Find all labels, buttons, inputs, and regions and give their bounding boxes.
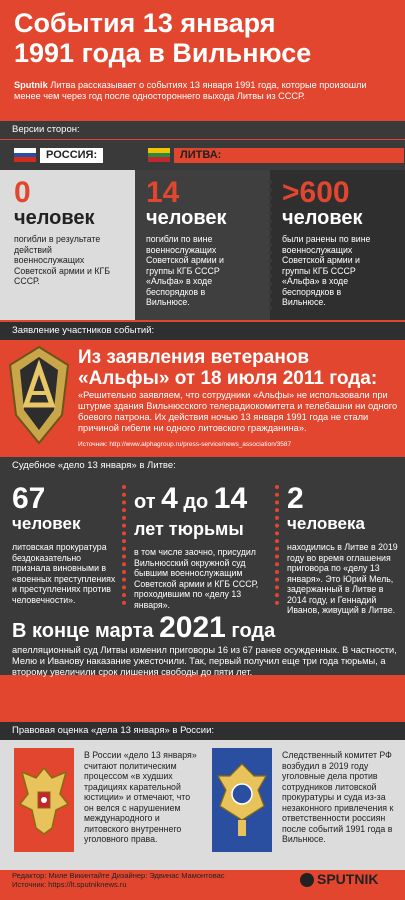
court-col-2: от 4 до 14 лет тюрьмы в том числе заочно, присудил Вильнюсский окружной суд бывшим военнослужащим Советской армии и КГБ СССР, проходившим по «делу 13 января». bbox=[134, 482, 259, 610]
court-col-1: 67 человек литовская прокуратура бездоказательно признала виновными в «военных преступлениях и преступлениях против человечности». bbox=[12, 482, 116, 605]
statement-title: Из заявления ветеранов «Альфы» от 18 июля 2011 года: bbox=[78, 347, 378, 389]
lithuania-label: ЛИТВА: bbox=[174, 148, 404, 163]
legal-header: Правовая оценка «дела 13 января» в России: bbox=[0, 722, 405, 740]
sputnik-logo-icon bbox=[300, 873, 314, 887]
flag-row bbox=[0, 140, 405, 170]
court-header: Судебное «дело 13 января» в Литве: bbox=[0, 457, 405, 475]
sputnik-logo: SPUTNIK bbox=[300, 868, 378, 890]
statement-source: Источник: http://www.alphagroup.ru/press-service/news_association/3587 bbox=[78, 441, 292, 448]
divider bbox=[268, 180, 272, 310]
version-col-3: >600 человек были ранены по вине военнослужащих Советской армии и группы КГБ СССР «Альфа» в ходе беспорядков в Вильнюсе. bbox=[282, 176, 371, 307]
statement-quote: «Решительно заявляем, что сотрудники «Альфы» не использовали при штурме здания Вильнюсского телерадиокомитета и телебашни ни одного боевого патрона. Их действия ночью 13 января 1991 года не стали причиной гибели ни одного литовского гражданина». bbox=[78, 390, 398, 433]
footer-credits: Редактор: Миле Викинтайте Дизайнер: Эдвинас Мамонтовас Источник: https://lt.sputniknews.ru bbox=[12, 871, 225, 889]
russia-label: РОССИЯ: bbox=[40, 148, 103, 163]
march-text: апелляционный суд Литвы изменил приговоры 16 из 67 ранее осужденных. В частности, Мелю и Иванову наказание ужесточили. Так, первый получил еще три года тюрьмы, а второму увеличили срок лишения свободы до пяти лет. bbox=[12, 645, 397, 677]
legal-left-text: В России «дело 13 января» считают политическим процессом «в худших традициях карательной юстиции» и отмечают, что он велся с нарушением международного и литовского внутреннего уголовного права. bbox=[84, 750, 197, 844]
alpha-emblem-icon bbox=[8, 345, 70, 445]
investigative-committee-emblem-icon bbox=[216, 760, 268, 842]
march-headline: В конце марта 2021 года bbox=[12, 611, 276, 644]
russia-flag-icon bbox=[14, 148, 36, 162]
version-col-1: 0 человек погибли в результате действий военнослужащих Советской армии и КГБ СССР. bbox=[14, 176, 111, 286]
court-col-3: 2 человека находились в Литве в 2019 году во время оглашения приговора по «делу 13 января». Это Юрий Мель, задержанный в Литве в 2014 году, и Геннадий Иванов, живущий в Литве. bbox=[287, 482, 398, 615]
version-col-2: 14 человек погибли по вине военнослужащих Советской армии и группы КГБ СССР «Альфа» в ходе беспорядков в Вильнюсе. bbox=[146, 176, 227, 307]
legal-right-text: Следственный комитет РФ возбудил в 2019 году уголовные дела против сотрудников литовской прокуратуры и суда из-за незаконного привлечения к ответственности россиян после событий 1991 года в Вильнюсе. bbox=[282, 750, 394, 844]
statement-header: Заявление участников событий: bbox=[0, 322, 405, 340]
lithuania-flag-icon bbox=[148, 148, 170, 162]
versions-header: Версии сторон: bbox=[0, 121, 405, 139]
intro-text: Sputnik Литва рассказывает о событиях 13 января 1991 года, которые произошли менее чем через год после одностороннего выхода Литвы из СССР. bbox=[14, 80, 367, 101]
russia-coat-of-arms-icon bbox=[16, 760, 72, 840]
page-title: События 13 января 1991 года в Вильнюсе bbox=[14, 8, 312, 68]
